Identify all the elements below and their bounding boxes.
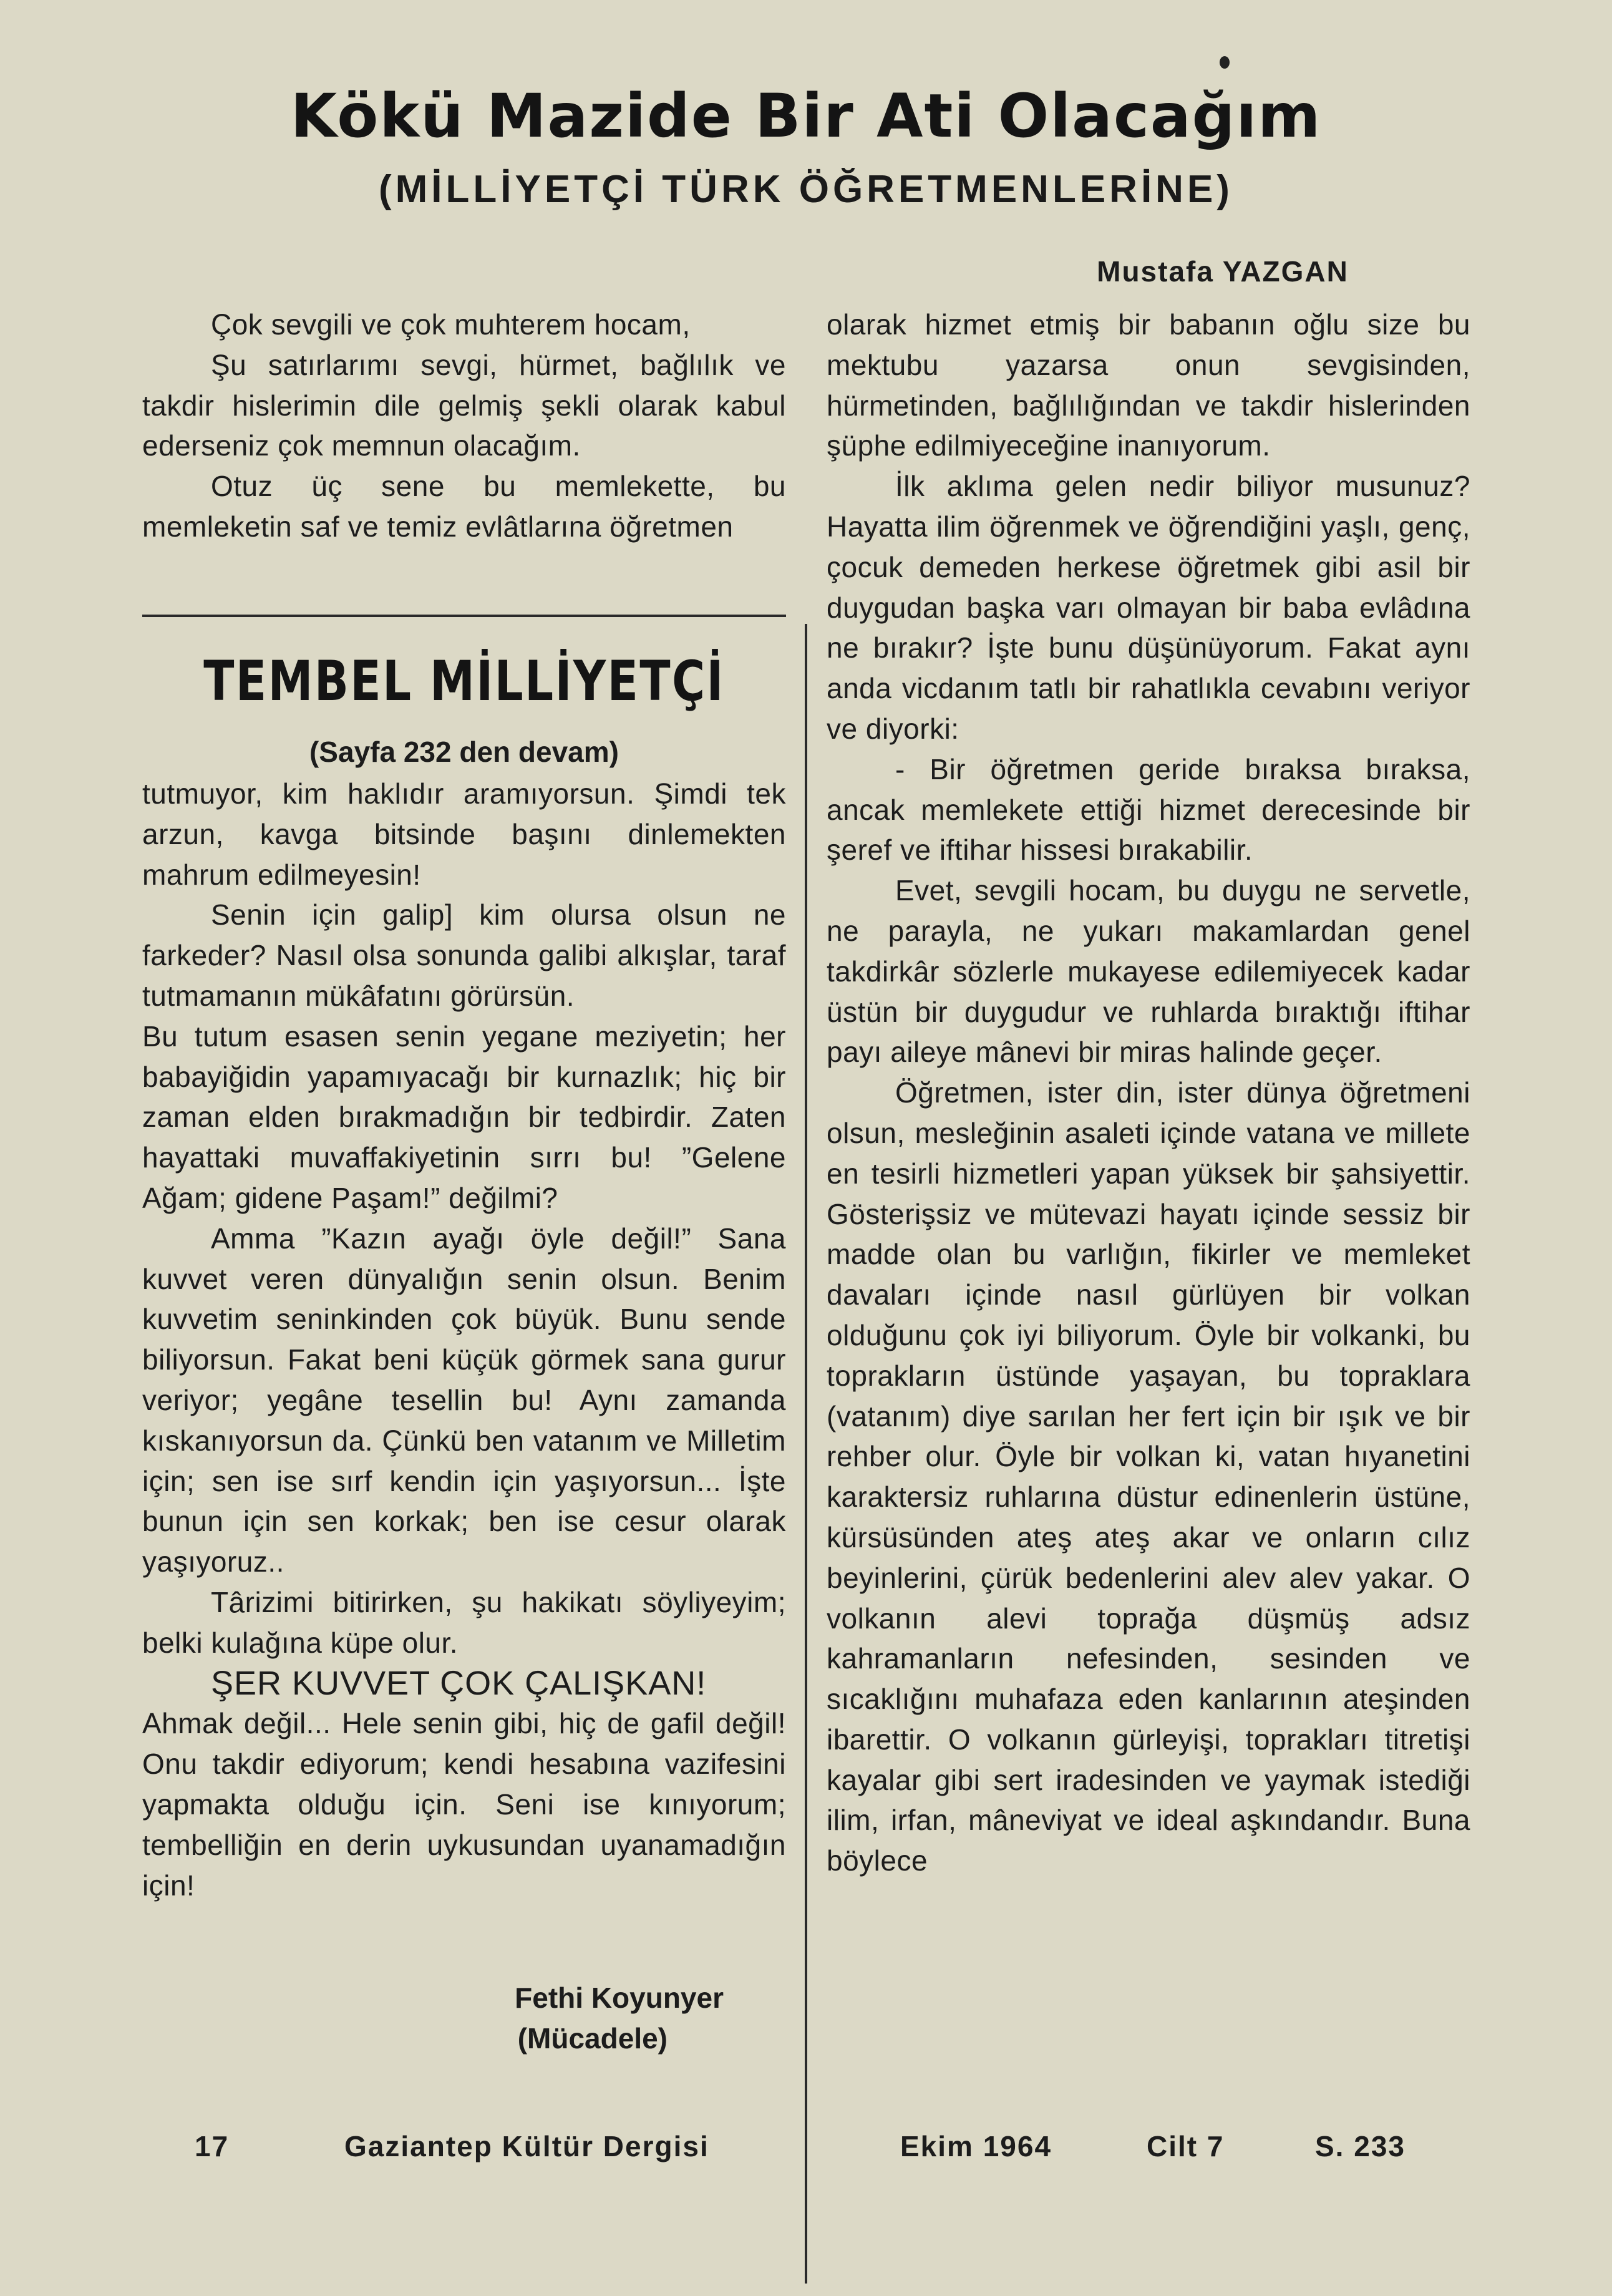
paragraph: - Bir öğretmen geride bıraksa bıraksa, ancak memlekete ettiği hizmet derecesinde bir şeref ve iftihar hissesi bırakabilir.: [827, 752, 1470, 867]
article-subtitle: (MİLLİYETÇİ TÜRK ÖĞRETMENLERİNE): [379, 168, 1233, 211]
footer-journal-name: Gaziantep Kültür Dergisi: [344, 2130, 709, 2162]
paragraph: Evet, sevgili hocam, bu duygu ne servetle, ne parayla, ne yukarı makamlardan genel takdirkâr sözlerle mukayese edilemiyecek kadar üstün bir duygudur ve ruhlarda bıraktığı iftihar payı aileye mânevi bir miras halinde geçer.: [827, 874, 1470, 1069]
emphasis-line: ŞER KUVVET ÇOK ÇALIŞKAN!: [211, 1664, 707, 1702]
print-speck-dot: [1220, 56, 1230, 69]
paragraph: olarak hizmet etmiş bir babanın oğlu size bu mektubu yazarsa onun sevgisinden, hürmetinden, bağlılığından ve takdir hislerinden şüphe edilmiyeceğine inanıyorum.: [827, 308, 1470, 462]
paragraph: Târizimi bitirirken, şu hakikatı söyliyeyim; belki kulağına küpe olur.: [142, 1585, 786, 1659]
insert-article-heading: TEMBEL MİLLİYETÇİ: [203, 649, 725, 713]
paragraph: Bu tutum esasen senin yegane meziyetin; her babayiğidin yapamıyacağı bir kurnazlık; hiç bir zaman elden bırakmadığın bir tedbirdir. Zaten hayattaki muvaffakiyetinin sırrı bu! ”Gelene Ağam; gidene Paşam!” değilmi?: [142, 1019, 786, 1214]
paragraph: Ahmak değil... Hele senin gibi, hiç de gafil değil! Onu takdir ediyorum; kendi hesabına vazifesini yapmakta olduğu için. Seni ise kınıyorum; tembelliğin en derin uykusundan uyanamadığın için!: [142, 1707, 786, 1902]
left-column-intro: [142, 304, 786, 547]
left-column-insert-article: [142, 774, 786, 1905]
right-column: [827, 304, 1470, 1881]
footer-date: Ekim 1964: [900, 2130, 1052, 2162]
signature-name: Fethi Koyunyer: [515, 1982, 724, 2014]
article-title: Kökü Mazide Bir Ati Olacağım: [290, 81, 1322, 151]
paragraph: Şu satırlarımı sevgi, hürmet, bağlılık ve takdir hislerimin dile gelmiş şekli olarak kabul ederseniz çok memnun olacağım.: [142, 348, 786, 462]
footer-page-number: 17: [195, 2130, 230, 2162]
footer-volume: Cilt 7: [1147, 2130, 1225, 2162]
column-divider-line: [805, 624, 807, 2284]
paragraph: Senin için galip] kim olursa olsun ne farkeder? Nasıl olsa sonunda galibi alkışlar, taraf tutmamanın mükâfatını görürsün.: [142, 898, 786, 1012]
article-author: Mustafa YAZGAN: [1097, 255, 1349, 288]
paragraph: Öğretmen, ister din, ister dünya öğretmeni olsun, mesleğinin asaleti içinde vatana ve millete en tesirli hizmetleri yapan yüksek bir şahsiyettir. Gösterişsiz ve mütevazi hayatı içinde sessiz bir madde olan bu varlığın, fikirler ve memleket davaları içinde nasıl gürlüyen bir volkan olduğunu çok iyi biliyorum. Öyle bir volkanki, bu toprakların üstünde yaşayan, bu topraklara (vatanım) diye sarılan her fert için bir ışık ve bir rehber olur. Öyle bir volkan ki, vatan hıyanetini karaktersiz ruhlarına düstur edinenlerin üstüne, kürsüsünden ateş ateş akar ve onların cılız beyinlerini, çürük bedenlerini alev alev yakar. O volkanın alevi toprağa düşmüş adsız kahramanların nefesinden, sesinden ve sıcaklığını muhafaza eden kanlarının ateşinden ibarettir. O volkanın gürleyişi, toprakları titretişi kayalar gibi sert iradesinden ve yaymak istediği ilim, irfan, mâneviyat ve ideal aşkındandır. Buna böylece: [827, 1076, 1470, 1877]
footer-issue: S. 233: [1315, 2130, 1406, 2162]
paragraph: Otuz üç sene bu memlekette, bu memleketin saf ve temiz evlâtlarına öğretmen: [142, 470, 786, 543]
signature-source: (Mücadele): [517, 2022, 668, 2055]
section-divider-line: [142, 615, 786, 617]
paragraph: Çok sevgili ve çok muhterem hocam,: [211, 308, 691, 341]
paragraph: tutmuyor, kim haklıdır aramıyorsun. Şimdi tek arzun, kavga bitsinde başını dinlemekten mahrum edilmeyesin!: [142, 777, 786, 891]
paragraph: Amma ”Kazın ayağı öyle değil!” Sana kuvvet veren dünyalığın senin olsun. Benim kuvvetim seninkinden çok büyük. Bunu sende biliyorsun. Fakat beni küçük görmek sana gurur veriyor; yegâne tesellin bu! Aynı zamanda kıskanıyorsun da. Çünkü ben vatanım ve Milletim için; sen ise sırf kendin için yaşıyorsun... İşte bunun için sen korkak; ben ise cesur olarak yaşıyoruz..: [142, 1222, 786, 1578]
paragraph: İlk aklıma gelen nedir biliyor musunuz? Hayatta ilim öğrenmek ve öğrendiğini yaşlı, genç, çocuk demeden herkese öğretmek gibi asil bir duygudan başka varı olmayan bir baba evlâdına ne bırakır? İşte bunu düşünüyorum. Fakat aynı anda vicdanım tatlı bir rahatlıkla cevabını veriyor ve diyorki:: [827, 470, 1470, 745]
continued-from-note: (Sayfa 232 den devam): [309, 736, 619, 768]
